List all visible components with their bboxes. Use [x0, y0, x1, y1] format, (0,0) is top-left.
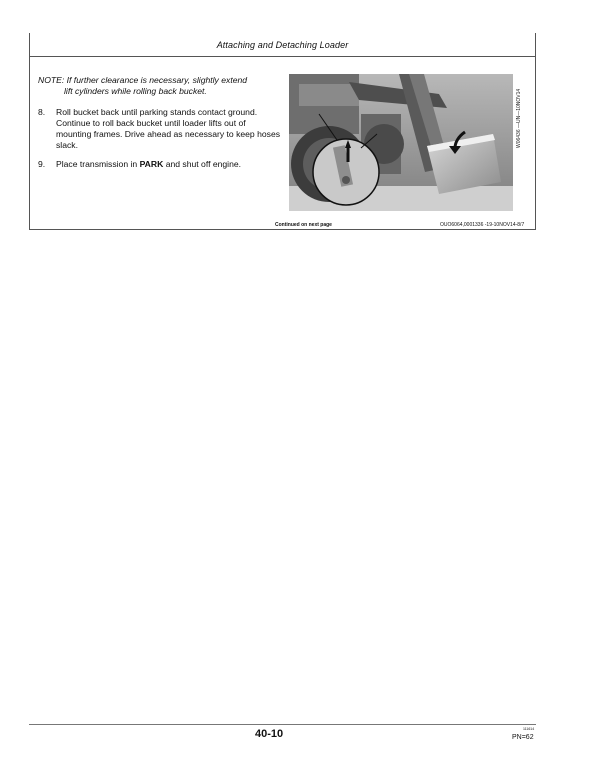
- figure-id-label: W06436 —UN—10NOV14: [516, 88, 522, 148]
- continued-label: Continued on next page: [275, 222, 332, 228]
- step-9: [38, 159, 283, 170]
- section-header-title: Attaching and Detaching Loader: [216, 40, 349, 50]
- step-number: 9.: [38, 159, 46, 169]
- step-text: Roll bucket back until parking stands contact ground. Continue to roll back bucket until loader lifts out of mounting frames. Drive ahead as necessary to keep hoses slack.: [56, 107, 281, 150]
- page-number: 40-10: [255, 728, 284, 740]
- step-8: [38, 107, 283, 151]
- header-rule: [29, 56, 536, 57]
- loader-illustration-icon: [289, 74, 513, 211]
- note-line-1: NOTE: If further clearance is necessary, slightly extend: [38, 75, 248, 85]
- step-text-before: Place transmission in: [56, 159, 140, 169]
- loader-photo: [289, 74, 513, 211]
- document-code: OUO6064,0001336 -19-10NOV14-8/7: [440, 222, 525, 228]
- note-text: [38, 75, 278, 97]
- footer-rule: [29, 724, 536, 725]
- step-number: 8.: [38, 107, 46, 117]
- footer-pn: PN=62: [512, 734, 534, 741]
- park-keyword: PARK: [139, 159, 164, 169]
- steps-list: [38, 107, 283, 178]
- note-line-2: lift cylinders while rolling back bucket.: [64, 86, 207, 96]
- step-text: [56, 159, 283, 170]
- footer-small-code: 111614: [523, 727, 535, 731]
- step-text-after: and shut off engine.: [163, 159, 242, 169]
